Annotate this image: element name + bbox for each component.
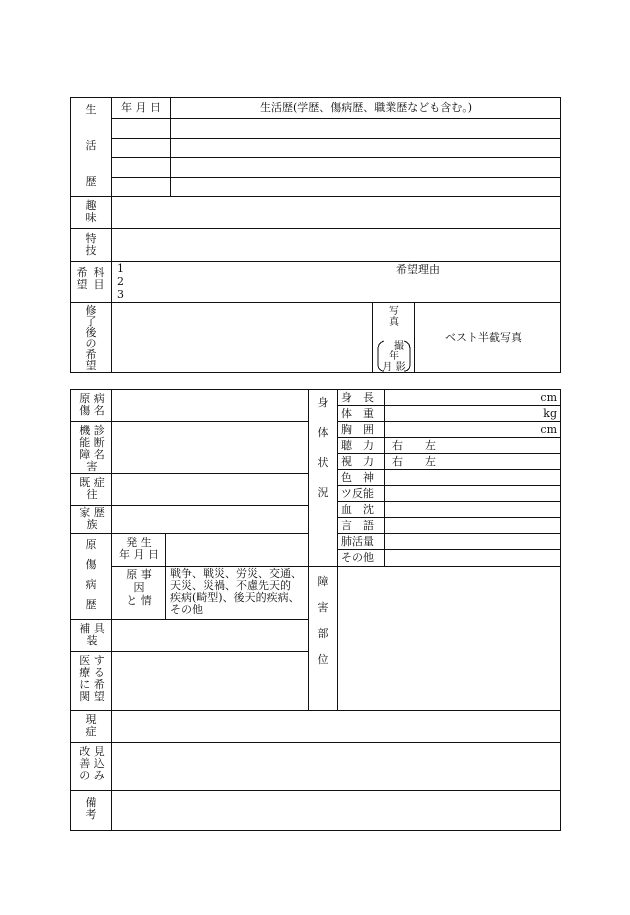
desired-subject-label-right: 科 目 <box>93 266 105 291</box>
medical-care-wish-label: 医 す 療 る に 希 関 望 <box>79 654 105 703</box>
physical-row-label: 色 神 <box>341 471 374 484</box>
physical-row-label: ツ反能 <box>341 487 374 500</box>
family-history-label: 家 歴 族 <box>79 506 105 531</box>
cause-circumstance-label: 原 事 因 と 情 <box>126 568 152 607</box>
post-training-wish-field[interactable] <box>112 303 372 372</box>
life-history-desc-cell[interactable] <box>171 158 560 177</box>
physical-row-value[interactable]: 右 左 <box>392 439 436 452</box>
current-symptoms-label: 現 症 <box>85 713 97 738</box>
life-history-desc-cell[interactable] <box>171 139 560 157</box>
desired-subject-label-left: 希 望 <box>76 266 88 291</box>
physical-row-value[interactable]: cm <box>540 391 557 404</box>
physical-row-label: 肺活量 <box>341 535 374 548</box>
assistive-device-label: 補 具 装 <box>79 622 105 647</box>
desire-reason-label: 希望理由 <box>396 263 440 276</box>
life-history-date-header: 年 月 日 <box>121 101 161 114</box>
family-history-field[interactable] <box>112 506 308 533</box>
physical-row-label: 胸 囲 <box>341 423 374 436</box>
life-history-date-cell[interactable] <box>112 119 170 138</box>
cause-options-text: 戦争、戦災、労災、交通、 天災、災禍、不慮先天的 疾病(畸型)、後天的疾病、 その他 <box>170 567 302 616</box>
subject-choice-2[interactable]: 2 <box>117 275 124 288</box>
onset-date-field[interactable] <box>166 534 308 566</box>
photo-note: ベスト半截写真 <box>445 331 522 344</box>
past-history-field[interactable] <box>112 474 308 505</box>
physical-row-value[interactable]: kg <box>543 407 557 420</box>
improvement-prospect-field[interactable] <box>112 743 560 790</box>
life-history-desc-header: 生活歴(学歴、傷病歴、職業歴なども含む。) <box>259 101 473 114</box>
assistive-device-field[interactable] <box>112 620 308 651</box>
physical-row-value[interactable]: 右 左 <box>392 455 436 468</box>
remarks-field[interactable] <box>112 791 560 830</box>
disease-name-label: 原 病 傷 名 <box>79 392 105 417</box>
disability-name-label: 機 診 能 断 障 名 害 <box>79 424 105 473</box>
life-history-desc-cell[interactable] <box>171 119 560 138</box>
life-history-date-cell[interactable] <box>112 158 170 177</box>
photo-taken-label: 撮 <box>394 341 404 352</box>
improvement-prospect-label: 改 見 善 込 の み <box>79 745 105 782</box>
disability-name-field[interactable] <box>112 422 308 473</box>
life-history-label: 生 活 歴 <box>85 103 97 188</box>
past-history-label: 既 症 往 <box>79 476 105 501</box>
injury-history-label: 原 傷 病 歴 <box>85 538 97 611</box>
post-training-wish-label: 修 了 後 の 希 望 <box>85 304 97 372</box>
physical-row-label: 血 沈 <box>341 503 374 516</box>
medical-care-wish-field[interactable] <box>112 652 308 710</box>
life-history-date-cell[interactable] <box>112 139 170 157</box>
disease-name-field[interactable] <box>112 390 308 421</box>
hobby-label: 趣 味 <box>85 199 97 224</box>
physical-row-label: 視 力 <box>341 455 374 468</box>
disability-site-label: 障 害 部 位 <box>317 575 329 666</box>
disability-site-field[interactable] <box>338 567 560 710</box>
skill-label: 特 技 <box>85 232 97 257</box>
physical-row-value[interactable]: cm <box>540 423 557 436</box>
life-history-desc-cell[interactable] <box>171 178 560 196</box>
physical-row-label: 聴 力 <box>341 439 374 452</box>
subject-choice-1[interactable]: 1 <box>117 262 124 275</box>
life-history-date-cell[interactable] <box>112 178 170 196</box>
remarks-label: 備 考 <box>85 796 97 821</box>
subject-choice-3[interactable]: 3 <box>117 288 124 301</box>
physical-row-label: その他 <box>341 551 374 564</box>
physical-row-label: 言 語 <box>341 519 374 532</box>
current-symptoms-field[interactable] <box>112 711 560 742</box>
hobby-field[interactable] <box>112 197 560 228</box>
photo-date-label: 年 月 影 <box>382 351 406 373</box>
physical-row-label: 体 重 <box>341 407 374 420</box>
skill-field[interactable] <box>112 229 560 261</box>
physical-status-label: 身 体 状 況 <box>317 396 329 499</box>
physical-row-label: 身 長 <box>341 391 374 404</box>
onset-date-label: 発 生 年 月 日 <box>119 536 159 561</box>
photo-heading: 写 真 <box>389 306 399 328</box>
